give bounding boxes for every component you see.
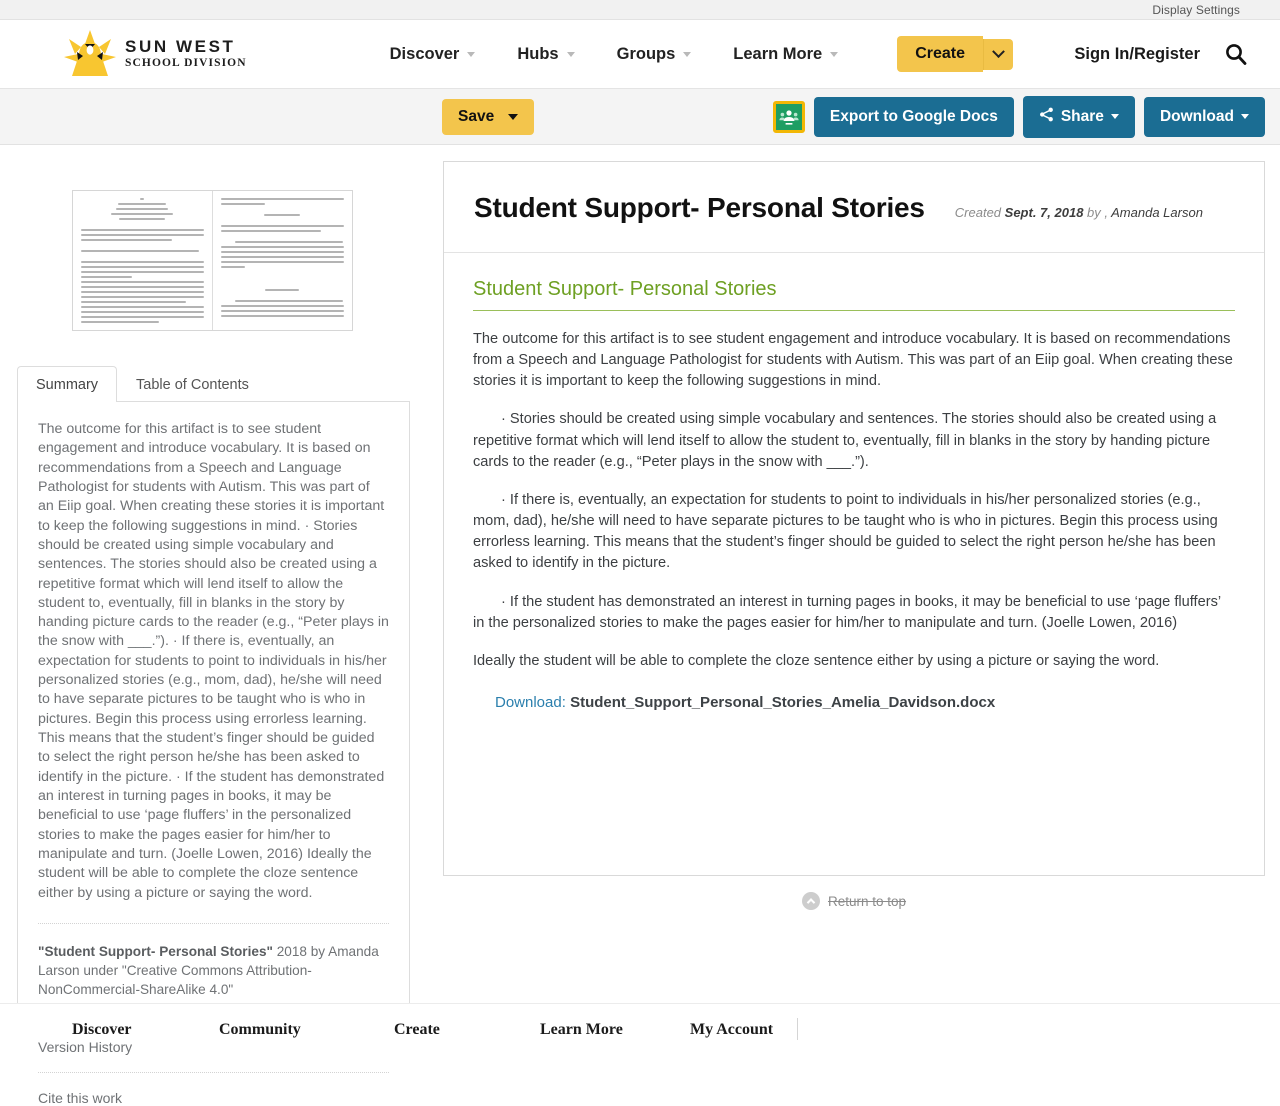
create-button-group [897, 36, 1013, 72]
tab-toc-label: Table of Contents [136, 377, 249, 393]
nav-item-learn-more[interactable] [712, 45, 859, 64]
download-row [495, 694, 1235, 711]
document-card-header [444, 162, 1264, 253]
return-to-top[interactable] [443, 892, 1265, 910]
attribution-title: "Student Support- Personal Stories" [38, 943, 273, 959]
export-to-google-docs-button[interactable] [814, 97, 1014, 137]
document-card-body [444, 253, 1264, 711]
created-prefix: Created [954, 205, 1005, 220]
tab-summary[interactable] [17, 366, 117, 402]
chevron-down-icon [683, 52, 691, 57]
sign-in-register-link[interactable]: Sign In/Register [1074, 44, 1200, 63]
document-paragraph: Ideally the student will be able to complete the cloze sentence either by using a picture or saying the word. [473, 652, 1160, 669]
download-button-label: Download [1159, 107, 1234, 125]
nav-right-group [1074, 42, 1248, 66]
display-settings-link[interactable]: Display Settings [1152, 2, 1240, 17]
brand-text [125, 38, 247, 70]
site-logo[interactable] [64, 30, 247, 78]
export-button-label: Export to Google Docs [829, 107, 998, 125]
tab-table-of-contents[interactable] [117, 366, 268, 402]
return-to-top-label[interactable]: Return to top [827, 893, 907, 909]
document-heading: Student Support- Personal Stories [473, 278, 1235, 311]
footer-divider [797, 1018, 798, 1040]
summary-text: The outcome for this artifact is to see student engagement and introduce vocabulary. It is based on recommendations from a Speech and Language Pathologist for students with Autism. This was part of an Eiip goal. When creating these stories it is important to keep the following suggestions in mind. · Stories should be created using simple vocabulary and sentences. The stories should also be created using a repetitive format which will lend itself to allow the student to, eventually, fill in blanks in the story by handing picture cards to the reader (e.g., “Peter plays in the snow with ___.”). · If there is, eventually, an expectation for students to point to individuals in his/her personalized stories (e.g., mom, dad), he/she will need to have separate pictures to be taught who is who in pictures. Begin this process using errorless learning. This means that the student’s finger should be guided to select the right person he/she has been asked to identify in the picture. · If the student has demonstrated an interest in turning pages in books, it may be beneficial to use ‘page fluffers’ in the personalized stories to make the pages easier for him/her to manipulate and turn. (Joelle Lowen, 2016) Ideally the student will be able to complete the cloze sentence either by using a picture or saying the word. [38, 421, 389, 901]
nav-item-label: Learn More [733, 44, 823, 63]
author-name: Amanda Larson [1111, 205, 1203, 220]
chevron-down-icon [467, 52, 475, 57]
download-filename[interactable]: Student_Support_Personal_Stories_Amelia_Davidson.docx [570, 694, 996, 712]
download-button[interactable] [1144, 97, 1265, 137]
brand-line-1: SUN WEST [125, 37, 236, 57]
chevron-down-icon [992, 45, 1005, 58]
page-title: Student Support- Personal Stories [474, 192, 925, 223]
footer-col-learn-more[interactable]: Learn More [540, 1021, 623, 1038]
caret-down-icon [508, 114, 518, 120]
footer-col-community[interactable]: Community [219, 1021, 301, 1038]
document-card [443, 161, 1265, 876]
footer-columns [0, 1004, 1280, 1039]
toolbar-right-group [773, 96, 1265, 138]
sidebar-tabs [17, 366, 410, 402]
nav-item-label: Hubs [517, 44, 559, 63]
thumbnail-page-1 [73, 191, 213, 330]
create-button[interactable]: Create [897, 36, 983, 72]
brand-line-2: SCHOOL DIVISION [125, 57, 247, 70]
thumbnail-page-2 [213, 191, 352, 330]
google-classroom-icon[interactable] [773, 101, 805, 133]
chevron-down-icon [830, 52, 838, 57]
nav-item-hubs[interactable] [496, 45, 595, 64]
save-button[interactable] [442, 99, 534, 135]
download-link[interactable]: Download: [495, 694, 566, 712]
primary-nav-items [369, 36, 1013, 72]
caret-down-icon [1241, 114, 1249, 119]
search-icon[interactable] [1224, 42, 1248, 66]
footer-col-discover[interactable]: Discover [72, 1021, 132, 1038]
main-navigation-bar [0, 20, 1280, 89]
created-date: Sept. 7, 2018 [1004, 205, 1084, 220]
nav-item-label: Groups [616, 44, 676, 63]
document-thumbnail-preview[interactable] [72, 190, 353, 331]
chevron-up-icon [802, 892, 820, 910]
divider [38, 923, 389, 924]
share-button-label: Share [1060, 107, 1104, 125]
attribution-rest: 2018 by Amanda Larson under "Creative Commons Attribution-NonCommercial-ShareAlike 4.0" [38, 943, 379, 998]
document-paragraph: The outcome for this artifact is to see student engagement and introduce vocabulary. It is based on recommendations from a Speech and Language Pathologist for students with Autism. This was part of an Eiip goal. When creating these stories it is important to keep the following suggestions in mind. [473, 331, 1233, 390]
share-nodes-icon [1039, 107, 1054, 127]
nav-item-groups[interactable] [596, 45, 713, 64]
nav-item-discover[interactable] [369, 45, 497, 64]
nav-item-label: Discover [389, 44, 460, 63]
attribution-block [38, 942, 389, 999]
display-settings-bar [0, 0, 1280, 20]
site-footer [0, 1003, 1280, 1039]
chevron-down-icon [567, 52, 575, 57]
created-by-text: by , [1083, 205, 1112, 220]
cite-this-work-link[interactable]: Cite this work [38, 1090, 123, 1106]
document-paragraph: · If there is, eventually, an expectation for students to point to individuals in his/her personalized stories (e.g., mom, dad), he/she will need to have separate pictures to be taught who is who in pictures. Begin this process using errorless learning. This means that the student’s finger should be guided to select the right person he/she has been asked to identify in the picture. [473, 491, 1218, 572]
main-content-column [424, 145, 1280, 1003]
tab-summary-label: Summary [36, 377, 99, 393]
save-button-label: Save [458, 107, 495, 125]
sun-starburst-person-logo-icon [64, 30, 116, 78]
created-metadata [955, 205, 1203, 220]
caret-down-icon [1111, 114, 1119, 119]
create-dropdown-toggle[interactable] [983, 39, 1013, 70]
version-history-link[interactable]: Version History [38, 1039, 133, 1056]
footer-col-create[interactable]: Create [394, 1021, 440, 1038]
document-action-toolbar [0, 89, 1280, 145]
share-button[interactable] [1023, 96, 1135, 138]
document-paragraph: · Stories should be created using simple vocabulary and sentences. The stories should also be created using a repetitive format which will lend itself to allow the student to, eventually, fill in blanks in the story by handing picture cards to the reader (e.g., “Peter plays in the snow with ___.”). [473, 411, 1217, 470]
document-paragraph: · If the student has demonstrated an interest in turning pages in books, it may be beneficial to use ‘page fluffers’ in the personalized stories to make the pages easier for him/her to manipulate and turn. (Joelle Lowen, 2016) [473, 593, 1221, 631]
footer-col-my-account[interactable]: My Account [690, 1021, 774, 1038]
